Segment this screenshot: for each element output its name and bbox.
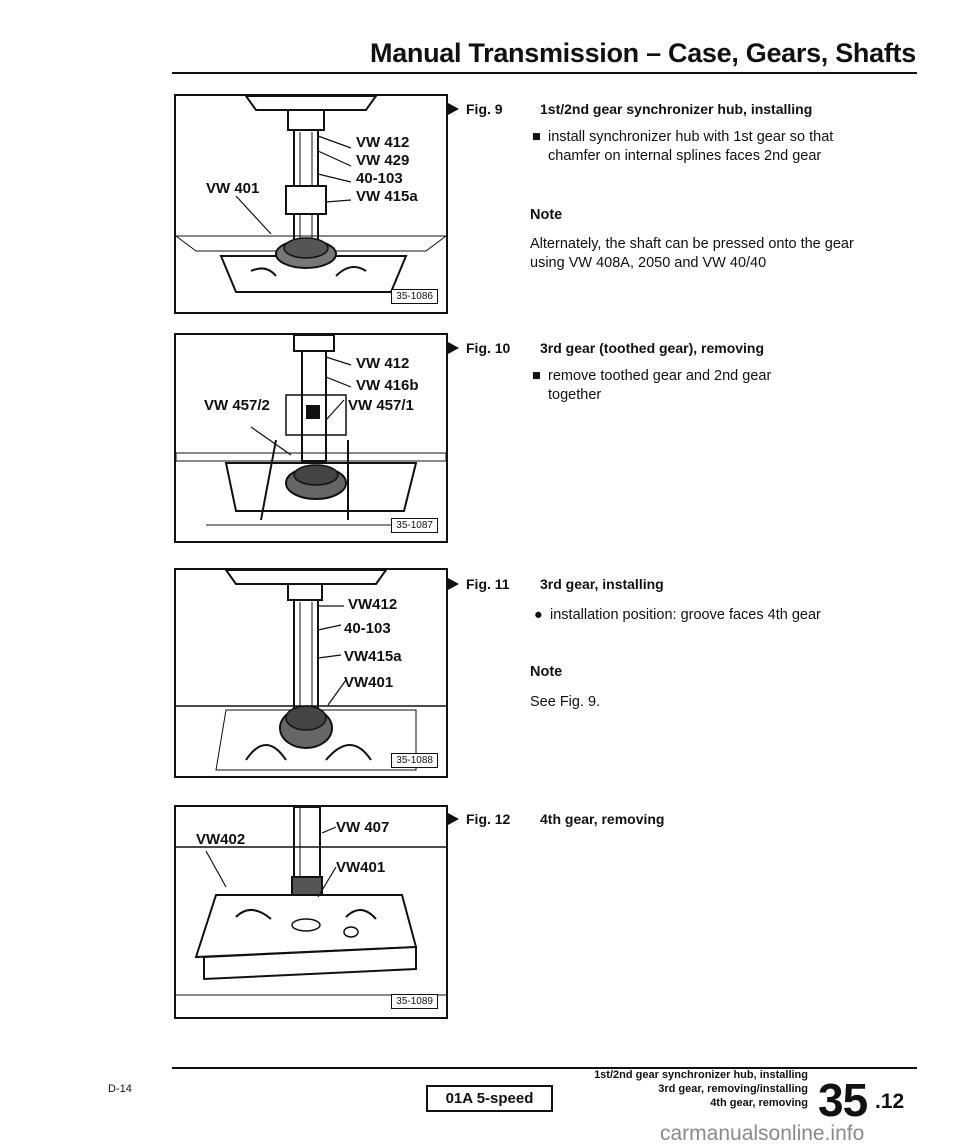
- arrow-icon: [448, 103, 459, 115]
- figure-12-heading: Fig. 12 4th gear, removing: [448, 811, 664, 827]
- figure-reference-number: 35-1089: [391, 994, 438, 1009]
- square-bullet-icon: ■: [532, 368, 541, 384]
- press-tool-drawing: [176, 570, 446, 776]
- figure-11-illustration: [174, 568, 448, 778]
- tool-label: VW401: [344, 674, 394, 691]
- watermark: carmanualsonline.info: [660, 1122, 865, 1145]
- instruction-bullet: ● installation position: groove faces 4th gear: [534, 607, 821, 623]
- tool-label: VW412: [348, 596, 398, 613]
- tool-label: VW 457/1: [348, 397, 414, 414]
- tool-label: VW401: [336, 859, 386, 876]
- figure-10-heading: Fig. 10 3rd gear (toothed gear), removing: [448, 340, 764, 356]
- note-label: Note: [530, 664, 563, 680]
- arrow-icon: [448, 342, 459, 354]
- footer-contents-line: 4th gear, removing: [710, 1097, 808, 1109]
- square-bullet-icon: ■: [532, 129, 541, 145]
- note-text: Alternately, the shaft can be pressed onto the gear using VW 408A, 2050 and VW 40/40: [530, 236, 854, 271]
- note-text: See Fig. 9.: [530, 694, 601, 710]
- tool-label: VW 401: [206, 180, 260, 197]
- tool-label: VW 415a: [356, 188, 418, 205]
- figure-11-heading: Fig. 11 3rd gear, installing: [448, 576, 664, 592]
- figure-9-heading: Fig. 9 1st/2nd gear synchronizer hub, installing: [448, 101, 812, 117]
- tool-label: VW 416b: [356, 377, 419, 394]
- tool-label: VW402: [196, 831, 246, 848]
- page-code: D-14: [108, 1083, 132, 1095]
- tool-label: VW415a: [344, 648, 402, 665]
- tool-label: 40-103: [356, 170, 403, 187]
- section-subnumber: .12: [875, 1090, 905, 1113]
- arrow-icon: [448, 578, 459, 590]
- tool-label: VW 412: [356, 355, 410, 372]
- note-label: Note: [530, 207, 563, 223]
- footer-contents-line: 1st/2nd gear synchronizer hub, installing: [594, 1069, 808, 1081]
- figure-9-illustration: [174, 94, 448, 314]
- tool-label: VW 429: [356, 152, 410, 169]
- footer-contents-line: 3rd gear, removing/installing: [658, 1083, 808, 1095]
- tool-label: VW 407: [336, 819, 390, 836]
- figure-reference-number: 35-1087: [391, 518, 438, 533]
- model-badge: 01A 5-speed: [426, 1085, 553, 1112]
- instruction-bullet: ■ install synchronizer hub with 1st gear so that chamfer on internal splines faces 2nd gear: [532, 129, 834, 164]
- tool-label: 40-103: [344, 620, 391, 637]
- round-bullet-icon: ●: [534, 607, 543, 623]
- figure-10-illustration: [174, 333, 448, 543]
- figure-reference-number: 35-1086: [391, 289, 438, 304]
- tool-label: VW 457/2: [204, 397, 270, 414]
- tool-label: VW 412: [356, 134, 410, 151]
- arrow-icon: [448, 813, 459, 825]
- section-number: 35: [818, 1074, 868, 1126]
- figure-reference-number: 35-1088: [391, 753, 438, 768]
- instruction-bullet: ■ remove toothed gear and 2nd gear together: [532, 368, 772, 403]
- header-rule: [172, 72, 917, 74]
- page-header-title: Manual Transmission – Case, Gears, Shafts: [370, 38, 916, 68]
- figure-12-illustration: [174, 805, 448, 1019]
- footer-contents: [580, 1068, 808, 1110]
